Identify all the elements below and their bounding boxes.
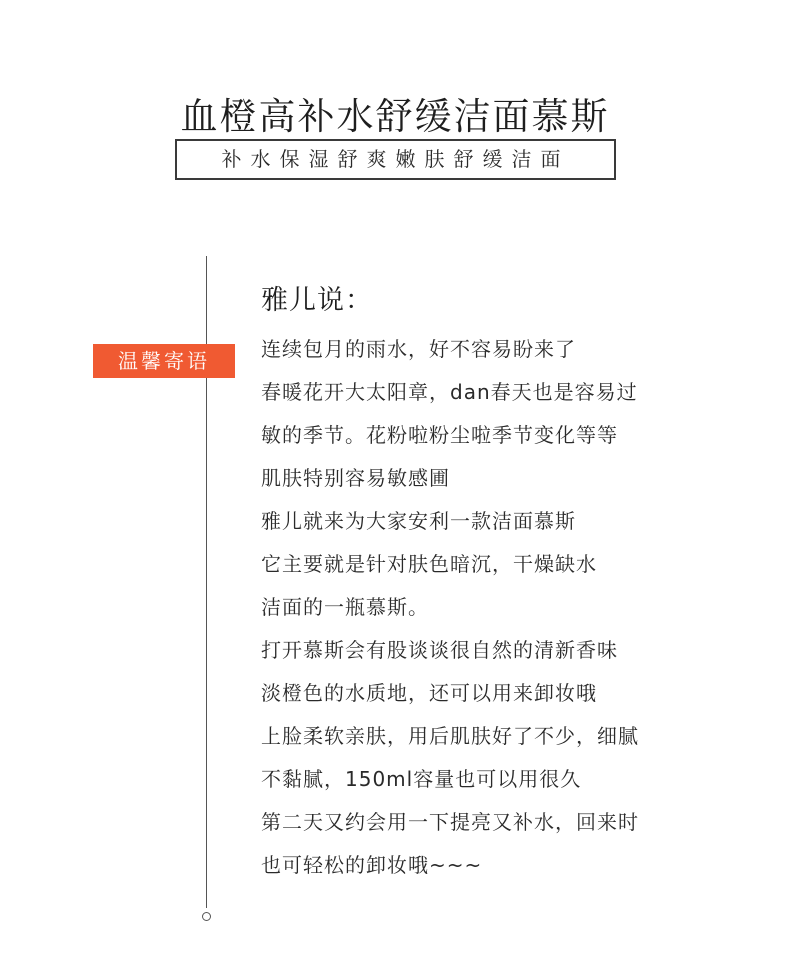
message-line: 第二天又约会用一下提亮又补水，回来时 [261,810,639,834]
page-title: 血橙高补水舒缓洁面慕斯 [180,95,610,138]
section-tag: 温馨寄语 [93,344,235,378]
speaker-heading: 雅儿说： [261,285,373,316]
message-line: 淡橙色的水质地，还可以用来卸妆哦 [261,681,597,705]
message-lines [261,330,761,889]
message-line: 上脸柔软亲肤，用后肌肤好了不少，细腻 [261,724,639,748]
message-line: 敏的季节。花粉啦粉尘啦季节变化等等 [261,423,618,447]
message-line: 洁面的一瓶慕斯。 [261,595,429,619]
message-line: 打开慕斯会有股谈谈很自然的清新香味 [261,638,618,662]
message-line: 它主要就是针对肤色暗沉，干燥缺水 [261,552,597,576]
message-line: 连续包月的雨水，好不容易盼来了 [261,337,576,361]
message-line: 春暖花开大太阳章，dan春天也是容易过 [261,380,638,404]
message-line: 不黏腻，150ml容量也可以用很久 [261,767,582,791]
message-line: 肌肤特别容易敏感圃 [261,466,450,490]
message-line: 雅儿就来为大家安利一款洁面慕斯 [261,509,576,533]
timeline-end-dot [202,912,211,921]
subtitle-box: 补水保湿舒爽嫩肤舒缓洁面 [175,139,616,180]
message-line: 也可轻松的卸妆哦~~~ [261,853,483,877]
